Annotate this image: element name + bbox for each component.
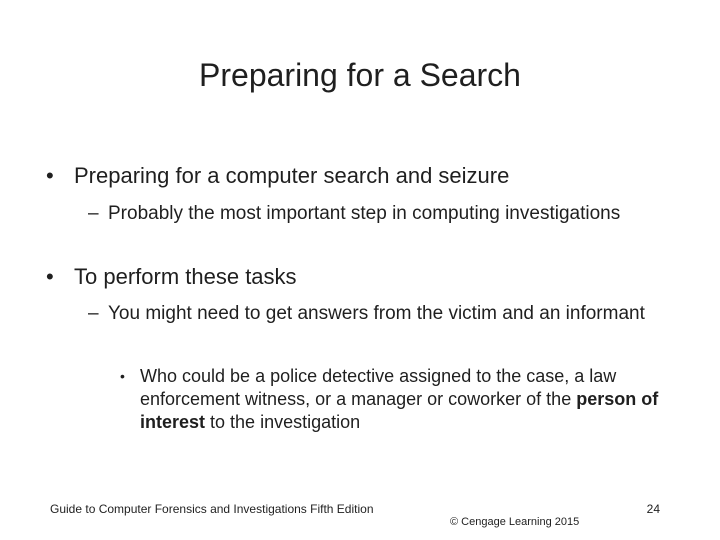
bullet-item (46, 264, 686, 290)
sub-bullet-text: You might need to get answers from the victim and an informant (108, 303, 645, 324)
text-segment: Who could be a police detective assigned to the case, a law enforcement witness, or a manager or coworker of the (140, 366, 617, 409)
footer-book-title: Guide to Computer Forensics and Investigations Fifth Edition (50, 502, 374, 516)
text-segment: to the investigation (205, 412, 361, 432)
bullet-text: Preparing for a computer search and seizure (74, 163, 510, 188)
bold-term: person of interest (140, 389, 659, 432)
bullet-dot-icon: • (120, 368, 125, 384)
sub-bullet-item (88, 202, 678, 226)
page-number: 24 (646, 502, 660, 516)
sub-sub-bullet-item (120, 365, 680, 434)
bullet-item (46, 163, 686, 189)
bullet-dot-icon: • (46, 163, 54, 188)
sub-bullet-item (88, 302, 678, 326)
sub-bullet-text: Probably the most important step in computing investigations (108, 203, 621, 224)
bullet-text: To perform these tasks (74, 264, 297, 289)
dash-icon: – (88, 303, 99, 324)
bullet-dot-icon: • (46, 264, 54, 289)
sub-sub-bullet-text (140, 365, 680, 434)
footer-copyright: © Cengage Learning 2015 (450, 516, 580, 528)
dash-icon: – (88, 203, 99, 224)
slide-title: Preparing for a Search (199, 57, 521, 93)
